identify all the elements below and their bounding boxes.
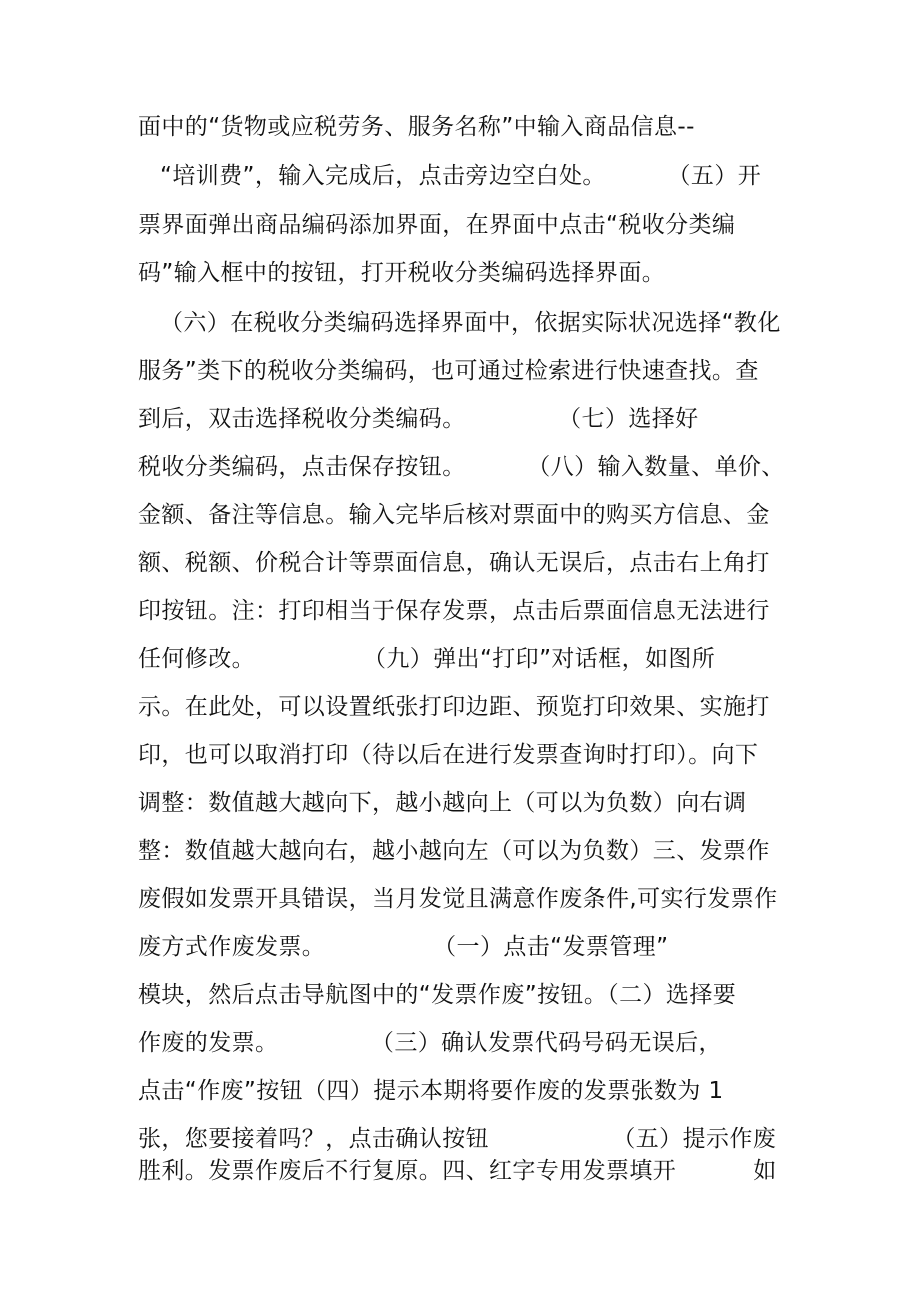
text-line: 模块，然后点击导航图中的“发票作废”按钮。（二）选择要 bbox=[138, 982, 737, 1008]
text-line: 废假如发票开具错误，当月发觉且满意作废条件,可实行发票作 bbox=[138, 886, 778, 912]
text-line: “培训费”，输入完成后，点击旁边空白处。 （五）开 bbox=[160, 163, 762, 189]
text-line: 张，您要接着吗？，点击确认按钮 （五）提示作废 bbox=[138, 1126, 777, 1152]
text-line: 废方式作废发票。 （一）点击“发票管理” bbox=[138, 934, 669, 960]
text-line: 作废的发票。 （三）确认发票代码号码无误后， bbox=[138, 1030, 722, 1056]
text-line: 码”输入框中的按钮，打开税收分类编码选择界面。 bbox=[138, 260, 666, 286]
text-line: 面中的“货物或应税劳务、服务名称”中输入商品信息-- bbox=[138, 114, 695, 140]
text-line: （六）在税收分类编码选择界面中，依据实际状况选择“教化 bbox=[160, 310, 781, 336]
text-line: 印按钮。注：打印相当于保存发票，点击后票面信息无法进行 bbox=[138, 598, 770, 624]
text-line: 金额、备注等信息。输入完毕后核对票面中的购买方信息、金 bbox=[138, 502, 770, 528]
text-line: 印，也可以取消打印（待以后在进行发票查询时打印）。向下 bbox=[138, 742, 759, 768]
text-line: 点击“作废”按钮（四）提示本期将要作废的发票张数为 1 bbox=[138, 1078, 724, 1104]
text-line: 额、税额、价税合计等票面信息，确认无误后，点击右上角打 bbox=[138, 550, 770, 576]
text-line: 服务”类下的税收分类编码，也可通过检索进行快速查找。查 bbox=[138, 358, 759, 384]
text-line: 调整：数值越大越向下，越小越向上（可以为负数）向右调 bbox=[138, 790, 747, 816]
text-line: 整：数值越大越向右，越小越向左（可以为负数）三、发票作 bbox=[138, 838, 770, 864]
text-line: 胜利。发票作废后不行复原。四、红字专用发票填开 如 bbox=[138, 1158, 777, 1184]
text-line: 到后，双击选择税收分类编码。 （七）选择好 bbox=[138, 406, 699, 432]
text-line: 税收分类编码，点击保存按钮。 （八）输入数量、单价、 bbox=[138, 454, 785, 480]
text-line: 示。在此处，可以设置纸张打印边距、预览打印效果、实施打 bbox=[138, 694, 770, 720]
text-line: 任何修改。 （九）弹出“打印”对话框，如图所 bbox=[138, 646, 716, 672]
text-line: 票界面弹出商品编码添加界面，在界面中点击“税收分类编 bbox=[138, 212, 736, 238]
